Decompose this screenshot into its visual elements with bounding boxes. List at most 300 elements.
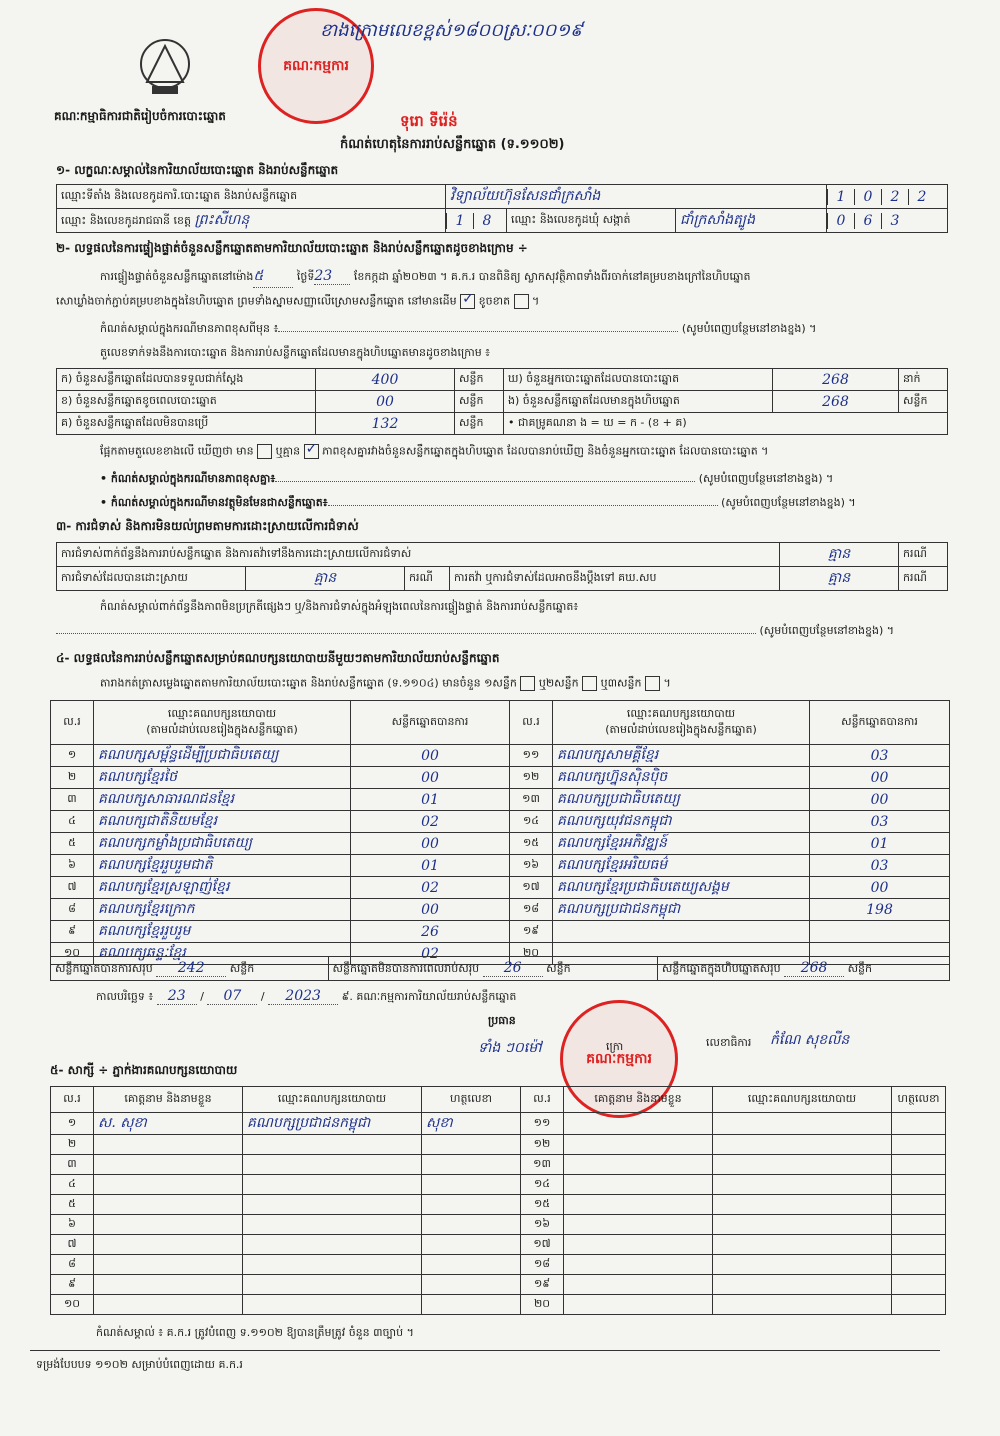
witness-party (243, 1155, 422, 1175)
col-party (553, 701, 810, 745)
vote-count: 02 (351, 877, 510, 899)
unit-label: ករណី (899, 567, 948, 591)
verify-time-value: ៥ (253, 266, 293, 288)
witness-name (94, 1215, 243, 1235)
section1-table (56, 184, 948, 233)
col-party-title: ឈ្មោះគណបក្សនយោបាយ (167, 706, 277, 720)
appeal-value: គ្មាន (780, 567, 899, 591)
witness-party (243, 1275, 422, 1295)
document-title: កំណត់ហេតុនៃការរាប់សន្លឹកឆ្នោត (ទ.១១០២) (340, 137, 565, 152)
office-code-digit: 0 (854, 189, 881, 205)
table-row (51, 1235, 946, 1255)
row-no: ១២ (521, 1135, 564, 1155)
in-box-label: ង) ចំនួនសន្លឹកឆ្នោតដែលមានក្នុងហិបឆ្នោត (504, 391, 773, 413)
objections-label: ការជំទាស់ពាក់ព័ន្ធនឹងការរាប់សន្លឹកឆ្នោត និងការតវ៉ាទៅនឹងការដោះស្រាយលើការជំទាស់ (57, 543, 780, 567)
commune-code-digit: 0 (827, 213, 854, 229)
row-no: ១៦ (510, 855, 553, 877)
witness-party (713, 1295, 892, 1315)
member-label: ក្រោ (606, 1040, 624, 1053)
row-no: ១ (51, 1113, 94, 1135)
witness-signature (892, 1135, 946, 1155)
witness-party (713, 1215, 892, 1235)
office-code-digit: 2 (908, 189, 935, 205)
office-code (827, 185, 948, 209)
sheets-3-label: ឬ៣សន្លឹក (600, 676, 642, 690)
unit-label: នាក់ (899, 369, 948, 391)
witness-signature (892, 1255, 946, 1275)
fill-note: (សូមបំពេញបន្ថែមនៅខាងខ្នង) ។ (681, 322, 817, 335)
province-value: ព្រះសីហនុ (194, 212, 250, 228)
witness-party: គណបក្សប្រជាជនកម្ពុជា (243, 1113, 422, 1135)
secretary-label: លេខាធិការ (706, 1036, 752, 1049)
objections-row (57, 543, 948, 567)
witness-signature (422, 1195, 521, 1215)
section3-note-line (56, 624, 948, 640)
section5-heading: ៥- សាក្សី ÷ ភ្នាក់ងារគណបក្សនយោបាយ (50, 1063, 238, 1077)
row-no: ១៤ (510, 811, 553, 833)
date-label: កាលបរិច្ឆេទ ៖ (96, 990, 154, 1003)
witness-name (564, 1195, 713, 1215)
witness-name (94, 1275, 243, 1295)
commune-value: ជាំក្រសាំងត្បូង (676, 209, 827, 233)
table-row (51, 1195, 946, 1215)
party-name: គណបក្សខ្មែររួបរួមជាតិ (94, 855, 351, 877)
party-name: គណបក្សកម្លាំងប្រជាធិបតេយ្យ (94, 833, 351, 855)
section3-note-field[interactable] (56, 633, 756, 634)
col-no: ល.រ (51, 701, 94, 745)
row-no: ៦ (51, 1215, 94, 1235)
row-no: ២០ (510, 943, 553, 965)
verify-time-label: ការផ្ទៀងផ្ទាត់ចំនួនសន្លឹកឆ្នោតនៅម៉ោង (100, 270, 254, 283)
row-no: ៨ (51, 899, 94, 921)
voters-label: ឃ) ចំនួនអ្នកបោះឆ្នោតដែលបានបោះឆ្នោត (504, 369, 773, 391)
party-name: គណបក្សខ្មែរថៃ (94, 767, 351, 789)
row-no: ៧ (51, 1235, 94, 1255)
name-note: ទុរោ ទីរ៉េន់ (400, 112, 458, 130)
row-no: ២០ (521, 1295, 564, 1315)
vote-count: 00 (810, 767, 950, 789)
col-no: ល.រ (521, 1087, 564, 1113)
col-party: ឈ្មោះគណបក្សនយោបាយ (713, 1087, 892, 1113)
discrepancy-check-line (100, 444, 950, 461)
col-sign: ហត្ថលេខា (422, 1087, 521, 1113)
vote-count: 01 (351, 855, 510, 877)
witness-name (564, 1155, 713, 1175)
row-no: ១៨ (510, 899, 553, 921)
section3-heading: ៣- ការជំទាស់ និងការមិនយល់ព្រមតាមការដោះស្រាយលើការជំទាស់ (56, 519, 359, 533)
chair-label: ប្រធាន (488, 1014, 516, 1027)
total-invalid-label: សន្លឹកឆ្នោតមិនបានការពេលរាប់សរុប (332, 961, 480, 975)
witness-party (713, 1195, 892, 1215)
witness-party (243, 1255, 422, 1275)
unused-label: គ) ចំនួនសន្លឹកឆ្នោតដែលមិនបានប្រើ (57, 413, 316, 435)
office-code-digit: 2 (881, 189, 908, 205)
col-votes: សន្លឹកឆ្នោតបានការ (810, 701, 950, 745)
results-header-row (51, 701, 950, 745)
row-no: ១៥ (510, 833, 553, 855)
results-table (50, 700, 950, 965)
witness-party (713, 1255, 892, 1275)
date-year: 2023 (268, 988, 338, 1005)
row-no: ៣ (51, 789, 94, 811)
footer-divider (30, 1350, 940, 1351)
party-name: គណបក្សហ្វ៊ុនស៊ិនប៉ិច (553, 767, 810, 789)
witness-party (243, 1175, 422, 1195)
table-row (51, 1215, 946, 1235)
discrepancy-no-checkbox[interactable] (304, 444, 319, 459)
difference-note-label: កំណត់សម្គាល់ក្នុងករណីមានភាពខុសពីមុន ៖ (100, 322, 279, 335)
witness-name (564, 1295, 713, 1315)
row-no: ៩ (51, 1275, 94, 1295)
table-row (51, 833, 950, 855)
section2-line4: តួលេខទាក់ទងនឹងការបោះឆ្នោត និងការរាប់សន្លឹកឆ្នោតដែលមានក្នុងហិបឆ្នោតមានដូចខាងក្រោម ៖ (100, 346, 491, 359)
committee-label: ៩. គណៈកម្មការការិយាល័យរាប់សន្លឹកឆ្នោត (341, 990, 517, 1003)
office-value: វិទ្យាល័យហ៊ុនសែនជាំក្រសាំង (446, 185, 827, 209)
vote-count: 26 (351, 921, 510, 943)
witness-party (713, 1155, 892, 1175)
vote-count: 02 (351, 811, 510, 833)
table-row (51, 745, 950, 767)
secretary-signature: កំណែ សុខលីន (770, 1032, 850, 1048)
witness-name (564, 1113, 713, 1135)
col-no: ល.រ (51, 1087, 94, 1113)
witness-party (713, 1275, 892, 1295)
total-box-label: សន្លឹកឆ្នោតក្នុងហិបឆ្នោតសរុប (661, 961, 781, 975)
office-code-digit: 1 (827, 189, 854, 205)
witness-party (243, 1215, 422, 1235)
vote-count: 02 (351, 943, 510, 965)
commission-name: គណៈកម្មាធិការជាតិរៀបចំការបោះឆ្នោត (54, 109, 226, 123)
verify-day-label: ថ្ងៃទី (296, 270, 315, 283)
note1-field[interactable] (275, 481, 695, 482)
col-party: ឈ្មោះគណបក្សនយោបាយ (243, 1087, 422, 1113)
witness-signature (892, 1155, 946, 1175)
total-invalid-value: 26 (483, 960, 543, 977)
table-row (51, 811, 950, 833)
party-name: គណបក្សខ្មែរក្រោក (94, 899, 351, 921)
unit-label: សន្លឹក (229, 961, 255, 975)
province-code (446, 209, 507, 233)
objections-table (56, 542, 948, 591)
row-no: ១៣ (521, 1155, 564, 1175)
witness-signature (892, 1215, 946, 1235)
witness-party (243, 1235, 422, 1255)
province-code-digit: 8 (473, 213, 500, 229)
witness-signature (892, 1295, 946, 1315)
witness-name (564, 1135, 713, 1155)
table-row (51, 1113, 946, 1135)
vote-count: 01 (810, 833, 950, 855)
witness-signature (422, 1155, 521, 1175)
party-name: គណបក្សខ្មែរប្រជាធិបតេយ្យសង្គម (553, 877, 810, 899)
witness-party (243, 1295, 422, 1315)
total-box-value: 268 (784, 960, 844, 977)
witness-name (564, 1275, 713, 1295)
party-name: គណបក្សយុវជនកម្ពុជា (553, 811, 810, 833)
vote-count: 00 (810, 877, 950, 899)
section2-line2: សោឃ្លាំងចាក់ភ្ជាប់គម្របខាងក្នុងនៃហិបឆ្នោត ព្រមទាំងស្នាមសញ្ញាលើស្រោមសន្លឹកឆ្នោត នៅមានដើម ✓ ខូចខាត ។ (56, 294, 539, 311)
sheets-2-label: ឬ២សន្លឹក (538, 676, 579, 690)
witness-name (564, 1215, 713, 1235)
section3-note (100, 600, 950, 616)
row-no: ៤ (51, 811, 94, 833)
emblem-icon (132, 34, 198, 100)
witness-name (94, 1255, 243, 1275)
section2-line1 (100, 266, 950, 288)
row-no: ២ (51, 1135, 94, 1155)
unit-label: សន្លឹក (455, 413, 504, 435)
ballot-figures-table (56, 368, 948, 435)
sheets-2-checkbox[interactable] (582, 676, 597, 691)
note2-field[interactable] (328, 505, 718, 506)
witness-signature (892, 1275, 946, 1295)
totals-table (50, 956, 950, 981)
party-name: គណបក្សសម្ព័ន្ធដើម្បីប្រជាធិបតេយ្យ (94, 745, 351, 767)
official-stamp-top: គណៈកម្មការ (258, 8, 374, 124)
vote-count: 03 (810, 745, 950, 767)
section4-intro-text: តារាងកត់ត្រាសម្លេងឆ្នោតតាមការិយាល័យបោះឆ្នោត និងរាប់សន្លឹកឆ្នោត (ទ.១១០៤) មានចំនួន ១សន្លឹក (100, 676, 517, 690)
table-row (51, 1295, 946, 1315)
resolved-label: ការជំទាស់ដែលបានដោះស្រាយ (57, 567, 246, 591)
party-name: គណបក្សឆន្ទៈខ្មែរ (94, 943, 351, 965)
row-no: ៣ (51, 1155, 94, 1175)
witness-signature (422, 1255, 521, 1275)
section4-heading: ៤- លទ្ធផលនៃការរាប់សន្លឹកឆ្នោតសម្រាប់គណបក្សនយោបាយនីមួយៗតាមការិយាល័យរាប់សន្លឹកឆ្នោត (56, 651, 500, 665)
vote-count: 01 (351, 789, 510, 811)
commune-code-digit: 6 (854, 213, 881, 229)
row-no: ១៣ (510, 789, 553, 811)
table-row (51, 877, 950, 899)
top-handwritten-note: ខាងក្រោមលេខខ្ពស់១៨០០ស្រៈ០០១៩ (320, 20, 583, 41)
row-no: ១ (51, 745, 94, 767)
witness-party (713, 1175, 892, 1195)
witness-signature (422, 1215, 521, 1235)
vote-count: 00 (351, 767, 510, 789)
witness-name (94, 1175, 243, 1195)
fill-note: (សូមបំពេញបន្ថែមនៅខាងខ្នង) ។ (698, 472, 834, 485)
row-no: ១១ (510, 745, 553, 767)
party-name: គណបក្សសាធារណជនខ្មែរ (94, 789, 351, 811)
total-invalid-cell (328, 957, 657, 981)
seal-status-text: សោឃ្លាំងចាក់ភ្ជាប់គម្របខាងក្នុងនៃហិបឆ្នោត ព្រមទាំងស្នាមសញ្ញាលើស្រោមសន្លឹកឆ្នោត នៅមានដើម (56, 294, 457, 308)
vote-count: 00 (351, 899, 510, 921)
section5-footnote: កំណត់សម្គាល់ ៖ គ.ក.រ ត្រូវបំពេញ ទ.១១០២ ឱ្យបានត្រឹមត្រូវ ចំនួន ៣ច្បាប់ ។ (96, 1326, 414, 1339)
total-valid-value: 242 (156, 960, 226, 977)
party-name: គណបក្សខ្មែរអភិវឌ្ឍន៍ (553, 833, 810, 855)
witness-signature (892, 1175, 946, 1195)
witness-name (94, 1155, 243, 1175)
witness-header-row (51, 1087, 946, 1113)
office-label: ឈ្មោះទីតាំង និងលេខកូដការិ.បោះឆ្នោត និងរាប់សន្លឹកឆ្នោត (57, 185, 446, 209)
unused-value: 132 (316, 413, 455, 435)
date-month: 07 (207, 988, 257, 1005)
table-row (51, 789, 950, 811)
row-no: ៦ (51, 855, 94, 877)
witness-party (243, 1135, 422, 1155)
witness-name (564, 1235, 713, 1255)
witness-signature (422, 1275, 521, 1295)
objections-row (57, 567, 948, 591)
received-value: 400 (316, 369, 455, 391)
row-no: ៥ (51, 833, 94, 855)
province-code-digit: 1 (446, 213, 473, 229)
vote-count: 198 (810, 899, 950, 921)
unit-label: សន្លឹក (899, 391, 948, 413)
vote-count: 00 (810, 789, 950, 811)
province-cell (57, 209, 446, 233)
section2-heading: ២- លទ្ធផលនៃការផ្ទៀងផ្ទាត់ចំនួនសន្លឹកឆ្នោតតាមការិយាល័យបោះឆ្នោត និងរាប់សន្លឹកឆ្នោតដូចខាងក្រោម ÷ (56, 241, 528, 255)
witness-party (713, 1135, 892, 1155)
commune-code-digit: 3 (881, 213, 908, 229)
sheets-3-checkbox[interactable] (645, 676, 660, 691)
row-no: ២ (51, 767, 94, 789)
ballot-figures-row (57, 391, 948, 413)
witness-name (94, 1295, 243, 1315)
formula-label: • ជាគម្រូគណនា ង = ឃ = ក - (ខ + គ) (504, 413, 948, 435)
table-row (51, 855, 950, 877)
witness-signature (892, 1113, 946, 1135)
intact-checkbox[interactable] (460, 294, 475, 309)
witness-signature (422, 1175, 521, 1195)
verify-line1-rest: ខែកក្កដា ឆ្នាំ២០២៣ ។ គ.ក.រ បានពិនិត្យ ស្លាកសុវត្ថិភាពទាំងពីរចាក់នៅគម្របខាងក្រៅនៃហិបឆ្នោត (353, 270, 751, 283)
col-votes: សន្លឹកឆ្នោតបានការ (351, 701, 510, 745)
witness-party (713, 1235, 892, 1255)
col-name: គោត្តនាម និងនាមខ្លួន (564, 1087, 713, 1113)
section2-note2 (100, 496, 950, 512)
witness-name (564, 1255, 713, 1275)
witness-name (564, 1175, 713, 1195)
row-no: ១២ (510, 767, 553, 789)
party-name: គណបក្សសាមគ្គីខ្មែរ (553, 745, 810, 767)
unit-label: សន្លឹក (455, 369, 504, 391)
col-party-title: ឈ្មោះគណបក្សនយោបាយ (626, 706, 736, 720)
col-sign: ហត្ថលេខា (892, 1087, 946, 1113)
intact-label: ខូចខាត (478, 294, 511, 308)
unit-label: សន្លឹក (546, 961, 571, 975)
received-label: ក) ចំនួនសន្លឹកឆ្នោតដែលបានទទួលជាក់ស្តែង (57, 369, 316, 391)
row-no: ១៩ (521, 1275, 564, 1295)
unit-label: សន្លឹក (455, 391, 504, 413)
row-no: ១០ (51, 1295, 94, 1315)
row-no: ៥ (51, 1195, 94, 1215)
fill-note: (សូមបំពេញបន្ថែមនៅខាងខ្នង) ។ (759, 624, 895, 637)
fill-note: (សូមបំពេញបន្ថែមនៅខាងខ្នង) ។ (721, 496, 856, 509)
section2-note1 (100, 472, 950, 488)
sheets-1-checkbox[interactable] (520, 676, 535, 691)
row-no: ១៧ (510, 877, 553, 899)
row-no: ១៧ (521, 1235, 564, 1255)
commune-code (827, 209, 948, 233)
table-row (51, 1275, 946, 1295)
row-no: ៧ (51, 877, 94, 899)
difference-note-field[interactable] (278, 331, 678, 332)
col-party-sub: (តាមលំដាប់លេខរៀងក្នុងសន្លឹកឆ្នោត) (146, 722, 298, 736)
ballot-figures-row (57, 413, 948, 435)
discrepancy-check-rest: ភាពខុសគ្នារវាងចំនួនសន្លឹកឆ្នោតក្នុងហិបឆ្នោត ដែលបានរាប់ឃើញ និងចំនួនអ្នកបោះឆ្នោត ដែលបានបោះឆ្នោត ។ (322, 444, 769, 458)
col-name: គោត្តនាម និងនាមខ្លួន (94, 1087, 243, 1113)
objections-value: គ្មាន (780, 543, 899, 567)
official-stamp-bottom: គណៈកម្មការ (560, 1000, 678, 1118)
section3-note-label: កំណត់សម្គាល់ពាក់ព័ន្ធនឹងភាពមិនប្រក្រតីផ្សេងៗ ឬ/និងការជំទាស់ក្នុងអំឡុងពេលនៃការផ្ទៀងផ្ទាត់ និងការរាប់សន្លឹកឆ្នោត៖ (100, 600, 579, 613)
resolved-value: គ្មាន (246, 567, 405, 591)
row-no: ១៥ (521, 1195, 564, 1215)
row-no: ១១ (521, 1113, 564, 1135)
date-day: 23 (157, 988, 197, 1005)
vote-count: 03 (810, 855, 950, 877)
party-name: គណបក្សខ្មែរអរិយធម៌ (553, 855, 810, 877)
total-valid-cell (51, 957, 329, 981)
note1-label: • កំណត់សម្គាល់ក្នុងករណីមានភាពខុសគ្នា៖ (100, 472, 276, 485)
witness-signature (422, 1295, 521, 1315)
row-no: ៨ (51, 1255, 94, 1275)
section4-intro: តារាងកត់ត្រាសម្លេងឆ្នោតតាមការិយាល័យបោះឆ្នោត និងរាប់សន្លឹកឆ្នោត (ទ.១១០៤) មានចំនួន ១សន្លឹក ឬ២សន្លឹក ឬ៣សន្លឹក ។ (100, 676, 671, 690)
section1-heading: ១- លក្ខណៈសម្គាល់នៃការិយាល័យបោះឆ្នោត និងរាប់សន្លឹកឆ្នោត (56, 163, 339, 177)
table-row (51, 767, 950, 789)
witness-signature (892, 1235, 946, 1255)
row-no: ៤ (51, 1175, 94, 1195)
province-label: ឈ្មោះ និងលេខកូដរាជធានី ខេត្ត (61, 214, 191, 227)
party-name: គណបក្សជាតិនិយមខ្មែរ (94, 811, 351, 833)
party-name: គណបក្សខ្មែររួបរួម (94, 921, 351, 943)
table-row (51, 921, 950, 943)
witness-name (94, 1135, 243, 1155)
row-no: ១៤ (521, 1175, 564, 1195)
spoiled-label: ខ) ចំនួនសន្លឹកឆ្នោតខូចពេលបោះឆ្នោត (57, 391, 316, 413)
row-no: ៩ (51, 921, 94, 943)
party-name (553, 921, 810, 943)
spoiled-value: 00 (316, 391, 455, 413)
col-no: ល.រ (510, 701, 553, 745)
table-row (51, 1135, 946, 1155)
vote-count: 00 (351, 833, 510, 855)
commune-label: ឈ្មោះ និងលេខកូដឃុំ សង្កាត់ (507, 209, 676, 233)
discrepancy-yes-checkbox[interactable] (257, 444, 272, 459)
witness-signature (422, 1135, 521, 1155)
ballot-figures-row (57, 369, 948, 391)
unit-label: ករណី (405, 567, 450, 591)
party-name: គណបក្សខ្មែរស្រឡាញ់ខ្មែរ (94, 877, 351, 899)
row-no: ១៦ (521, 1215, 564, 1235)
table-row (51, 1175, 946, 1195)
unit-label: ករណី (899, 543, 948, 567)
appeal-label: ការតវ៉ា ឬការជំទាស់ដែលអាចនឹងប្ដឹងទៅ គឃ.សប (450, 567, 780, 591)
witness-party (713, 1113, 892, 1135)
vote-count: 00 (351, 745, 510, 767)
section2-line3 (100, 322, 950, 338)
total-valid-label: សន្លឹកឆ្នោតបានការសរុប (55, 961, 153, 975)
witness-name: ស. សុខា (94, 1113, 243, 1135)
witness-signature (422, 1235, 521, 1255)
col-party-sub: (តាមលំដាប់លេខរៀងក្នុងសន្លឹកឆ្នោត) (605, 722, 757, 736)
vote-count (810, 921, 950, 943)
footer-text: ទម្រង់បែបបទ ១១០២ សម្រាប់បំពេញដោយ គ.ក.រ (36, 1358, 243, 1371)
witness-name (94, 1235, 243, 1255)
discrepancy-check-label: ផ្អែកតាមតួលេខខាងលើ ឃើញថា មាន (100, 444, 254, 458)
verify-day-value: 23 (314, 268, 350, 285)
in-box-value: 268 (773, 391, 899, 413)
unit-label: សន្លឹក (847, 961, 873, 975)
total-box-cell (657, 957, 949, 981)
table-row (51, 899, 950, 921)
date-line: កាលបរិច្ឆេទ ៖ 23 / 07 / 2023 ៩. គណៈកម្មការការិយាល័យរាប់សន្លឹកឆ្នោត (96, 988, 517, 1004)
witness-signature (892, 1195, 946, 1215)
damaged-checkbox[interactable] (514, 294, 529, 309)
party-name: គណបក្សប្រជាធិបតេយ្យ (553, 789, 810, 811)
voters-value: 268 (773, 369, 899, 391)
table-row (51, 1155, 946, 1175)
witness-party (243, 1195, 422, 1215)
witness-name (94, 1195, 243, 1215)
